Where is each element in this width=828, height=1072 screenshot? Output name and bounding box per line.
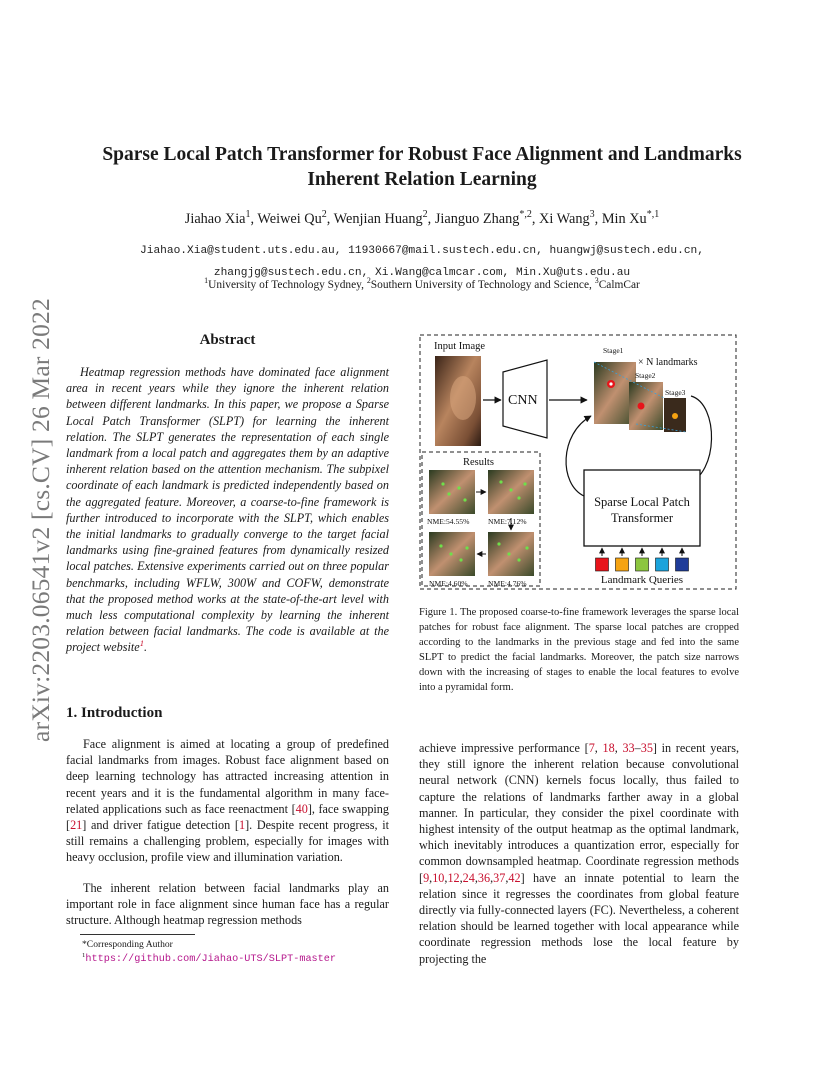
text-run: , xyxy=(594,741,603,755)
author-name: Jiahao Xia xyxy=(184,211,246,227)
landmark-query-token xyxy=(636,558,649,571)
citation-link[interactable]: 33 xyxy=(622,741,635,755)
citation-link[interactable]: 1 xyxy=(238,818,246,833)
footnote-link[interactable]: https://github.com/Jiahao-UTS/SLPT-master xyxy=(85,954,337,965)
intro-heading: 1. Introduction xyxy=(66,705,163,721)
citation-link[interactable]: 40 xyxy=(295,801,308,816)
citation-link[interactable]: 21 xyxy=(70,818,83,833)
text-run: Face alignment is aimed at locating a group of predefined facial landmarks from images. Robust face alignment based on deep learning technology has attracted increasing attention in recent years and it is the fundamental algorithm in many face-related applications such as face reenactment [ xyxy=(66,737,389,816)
footnote-corresponding: *Corresponding Author xyxy=(82,939,173,950)
nme-label-3: NME:4.60% xyxy=(429,579,468,588)
n-landmarks-label: × N landmarks xyxy=(638,357,698,368)
figure-1 xyxy=(419,334,741,590)
abstract-body: Heatmap regression methods have dominated face alignment area in recent years while they ignore the inherent relation between different landmarks. In this paper, we propose a Sparse Local Patch Transformer (SLPT) for learning the inherent relation. The SLPT generates the representation of each single landmark from a local patch and aggregates them by an adaptive inherent relation based on the attention mechanism. The subpixel coordinate of each landmark is predicted independently based on the aggregated feature. Moreover, a coarse-to-fine framework is further introduced to incorporate with the SLPT, which enables the initial landmarks to gradually converge to the target facial landmarks using fine-grained features from dynamically resized local patches. Extensive experiments carried out on three popular benchmarks, including WFLW, 300W and COFW, demonstrate that the proposed method works at the state-of-the-art level with much less computational complexity by learning the inherent relation between facial landmarks. The code is available at the project website$^1$. xyxy=(66,365,389,655)
landmark-query-token xyxy=(616,558,629,571)
figure-caption: Figure 1. The proposed coarse-to-fine framework leverages the sparse local patches for robust face alignment. The sparse local patches are cropped according to the landmarks in the previous stage and fed into the same SLPT to predict the facial landmarks. Moreover, the patch size narrows down with the increasing of stages to enable the local features to evolve into a pyramidal form. xyxy=(419,607,739,693)
landmark-dot xyxy=(638,403,645,410)
citation-link[interactable]: 9 xyxy=(423,870,430,885)
emails-line-2: zhangjg@sustech.edu.cn, Xi.Wang@calmcar.com, Min.Xu@uts.edu.au xyxy=(213,266,631,279)
stage2-patch xyxy=(629,382,663,430)
text-run: ]. Despite recent progress, it still remains a challenging problem, especially for images with heavy occlusion, profile view and illumination variation. xyxy=(66,818,389,865)
citation-link[interactable]: 10 xyxy=(432,870,445,885)
stage2-label: Stage2 xyxy=(635,371,656,380)
landmark-queries xyxy=(596,548,689,571)
author-name: Min Xu xyxy=(601,211,647,227)
citation-link[interactable]: 18 xyxy=(602,741,615,755)
author-sup: 1 xyxy=(245,209,251,221)
affil-name: University of Technology Sydney, xyxy=(208,279,367,291)
nme-label-4: NME:4.76% xyxy=(488,579,527,588)
text-run: achieve impressive performance [ xyxy=(419,741,589,755)
emails-line-1: Jiahao.Xia@student.uts.edu.au, 11930667@mail.sustech.edu.cn, huangwj@sustech.edu.cn, xyxy=(140,245,704,257)
text-run: , xyxy=(459,870,463,885)
landmark-queries-label: Landmark Queries xyxy=(600,574,684,586)
affiliations xyxy=(60,276,784,291)
text-run: ], face swapping [ xyxy=(66,801,389,833)
author-name: Jianguo Zhang xyxy=(434,211,520,227)
footnote-mark: 1 xyxy=(82,951,86,959)
stage3-label: Stage3 xyxy=(665,388,686,397)
intro-paragraph-2: The inherent relation between facial landmarks play an important role in face alignment since human face has a regular structure. Although heatmap regression methods xyxy=(66,881,389,928)
citation-link[interactable]: 37 xyxy=(493,870,506,885)
intro-paragraph-1 xyxy=(66,736,389,866)
landmark-query-token xyxy=(656,558,669,571)
text-run: , xyxy=(444,870,448,885)
nme-label-1: NME:54.55% xyxy=(427,517,470,526)
text-run: ] in recent years, they still ignore the inherent relation because convolutional neural network (CNN) kernels focus locally, thus failed to capture the relations of landmarks farther away in a global manner. In particular, they consider the pixel coordinate with highest intensity of the output heatmap as the optimal landmark, which inevitably introduces a quantization error, especially for common downsampled heatmap. Coordinate regression methods [ xyxy=(419,741,740,885)
affil-sup: 2 xyxy=(366,276,371,286)
citation-link[interactable]: 36 xyxy=(477,870,491,885)
author-name: Wenjian Huang xyxy=(333,211,423,227)
landmark-dot xyxy=(609,382,612,385)
author-sup: *,1 xyxy=(646,209,660,221)
text-run: ] have an innate potential to learn the relation since it regresses the coordinates from global feature directly via fully-connected layers (FC). Nevertheless, a coherent relation should be learned together with local appearance while coordinate regression methods lose the local feature by projecting the xyxy=(419,870,739,966)
text-run: , xyxy=(429,870,433,885)
slpt-label-line-1: Sparse Local Patch xyxy=(594,495,690,509)
affil-name: CalmCar xyxy=(598,279,640,291)
author-sup: 2 xyxy=(422,209,428,221)
footnote-rule xyxy=(80,934,195,935)
author-list: Jiahao Xia$^1$, Weiwei Qu$^2$, Wenjian Huang$^2$, Jianguo Zhang$^{*,2}$, Xi Wang$^3$, Min $Xu^{*,1}$ xyxy=(184,209,660,227)
author-sup: *,2 xyxy=(519,209,532,221)
arxiv-side-stamp: arXiv:2203.06541v2 [cs.CV] 26 Mar 2022 xyxy=(26,298,55,742)
text-run: , xyxy=(614,741,623,755)
citation-link[interactable]: 35 xyxy=(640,741,653,755)
input-image-label: Input Image xyxy=(434,341,486,352)
title-line-2: Inherent Relation Learning xyxy=(307,169,537,190)
landmark-query-token xyxy=(676,558,689,571)
citation-link[interactable]: 42 xyxy=(508,870,521,885)
affil-name: Southern University of Technology and Science, xyxy=(370,279,595,291)
text-run: , xyxy=(505,870,509,885)
slpt-label-line-2: Transformer xyxy=(610,511,674,525)
citation-link[interactable]: 24 xyxy=(462,870,475,885)
landmark-dot xyxy=(672,413,678,419)
affil-sup: 1 xyxy=(204,276,209,286)
footnote-url xyxy=(82,953,336,965)
title-line-1: Sparse Local Patch Transformer for Robust Face Alignment and Landmarks xyxy=(102,144,742,165)
landmark-query-token xyxy=(596,558,609,571)
result-face-2 xyxy=(488,470,534,514)
author-name: Xi Wang xyxy=(539,211,590,227)
affil-sup: 3 xyxy=(594,276,599,286)
abstract-footnote-mark[interactable]: 1 xyxy=(139,638,144,649)
right-column-paragraph xyxy=(419,740,739,967)
author-name: Weiwei Qu xyxy=(257,211,322,227)
abstract-text: Heatmap regression methods have dominated face alignment area in recent years while they ignore the inherent relation between different landmarks. In this paper, we propose a Sparse Local Patch Transformer (SLPT) for learning the inherent relation. The SLPT generates the representation of each single landmark from a local patch and aggregates them by an adaptive inherent relation based on the attention mechanism. The subpixel coordinate of each landmark is predicted independently based on the aggregated feature. Moreover, a coarse-to-fine framework is further introduced to incorporate with the SLPT, which enables the initial landmarks to gradually converge to the target facial landmarks using fine-grained features from dynamically resized local patches. Extensive experiments carried out on three popular benchmarks, including WFLW, 300W and COFW, demonstrate that the proposed method works at the state-of-the-art level with much less computational complexity by learning the inherent relation between facial landmarks. The code is available at the project website xyxy=(66,365,389,655)
text-run: , xyxy=(474,870,478,885)
author-emails xyxy=(60,241,784,284)
input-face-highlight xyxy=(450,376,476,420)
text-run: ] and driver fatigue detection [ xyxy=(82,818,239,833)
author-sup: 3 xyxy=(589,209,595,221)
author-sup: 2 xyxy=(321,209,327,221)
cnn-label: CNN xyxy=(508,393,538,408)
paper-title xyxy=(60,142,784,192)
citation-link[interactable]: 7 xyxy=(588,741,595,755)
results-label: Results xyxy=(463,457,494,468)
abstract-heading: Abstract xyxy=(199,332,256,348)
nme-label-2: NME:7.12% xyxy=(488,517,527,526)
stage1-label: Stage1 xyxy=(603,346,624,355)
result-face-1 xyxy=(429,470,475,514)
text-run: – xyxy=(634,741,641,755)
result-face-4 xyxy=(488,532,534,576)
text-run: , xyxy=(490,870,494,885)
citation-link[interactable]: 12 xyxy=(447,870,460,885)
